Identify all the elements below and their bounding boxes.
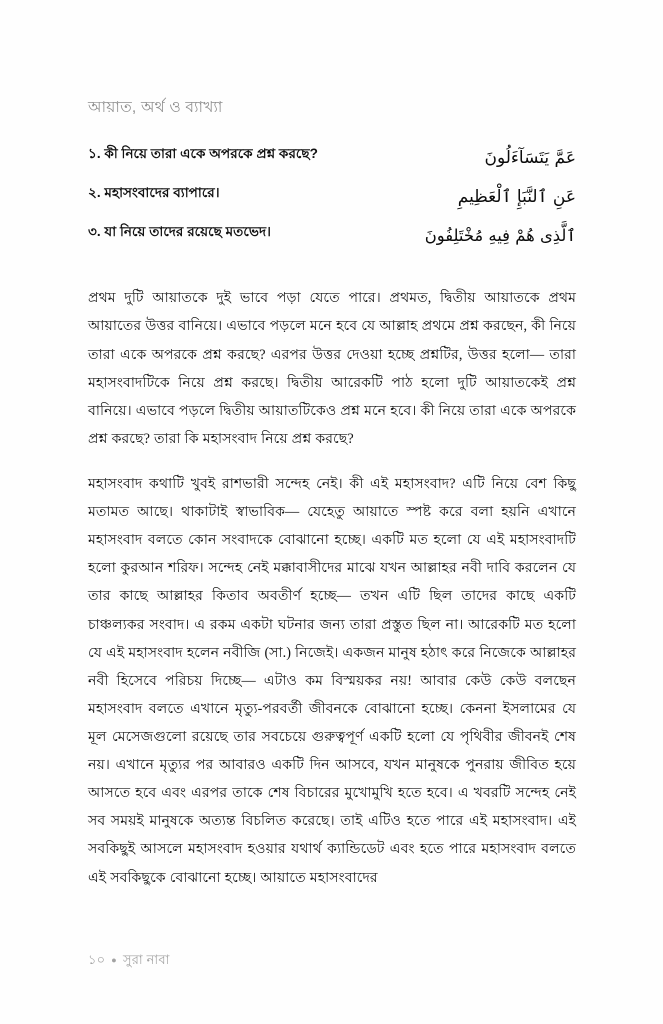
verse-row	[88, 183, 576, 213]
footer-separator-dot: ●	[111, 955, 117, 965]
body-paragraph-2: মহাসংবাদ কথাটি খুবই রাশভারী সন্দেহ নেই। কী এই মহাসংবাদ? এটি নিয়ে বেশ কিছু মতামত আছে। থাকাটাই স্বাভাবিক— যেহেতু আয়াতে স্পষ্ট করে বলা হয়নি এখানে মহাসংবাদ বলতে কোন সংবাদকে বোঝানো হচ্ছে। একটি মত হলো যে এই মহাসংবাদটি হলো কুরআন শরিফ। সন্দেহ নেই মক্কাবাসীদের মাঝে যখন আল্লাহর নবী দাবি করলেন যে তার কাছে আল্লাহর কিতাব অবতীর্ণ হচ্ছে— তখন এটি ছিল তাদের কাছে একটি চাঞ্চল্যকর সংবাদ। এ রকম একটা ঘটনার জন্য তারা প্রস্তুত ছিল না। আরেকটি মত হলো যে এই মহাসংবাদ হলেন নবীজি (সা.) নিজেই। একজন মানুষ হঠাৎ করে নিজেকে আল্লাহর নবী হিসেবে পরিচয় দিচ্ছে— এটাও কম বিস্ময়কর নয়! আবার কেউ কেউ বলছেন মহাসংবাদ বলতে এখানে মৃত্যু-পরবর্তী জীবনকে বোঝানো হচ্ছে। কেননা ইসলামের যে মূল মেসেজগুলো রয়েছে তার সবচেয়ে গুরুত্বপূর্ণ একটি হলো যে পৃথিবীর জীবনই শেষ নয়। এখানে মৃত্যুর পর আবারও একটি দিন আসবে, যখন মানুষকে পুনরায় জীবিত হয়ে আসতে হবে এবং এরপর তাকে শেষ বিচারের মুখোমুখি হতে হবে। এ খবরটি সন্দেহ নেই সব সময়ই মানুষকে অত্যন্ত বিচলিত করেছে। তাই এটিও হতে পারে এই মহাসংবাদ। এই সবকিছুই আসলে মহাসংবাদ হওয়ার যথার্থ ক্যান্ডিডেট এবং হতে পারে মহাসংবাদ বলতে এই সবকিছুকে বোঝানো হচ্ছে। আয়াতে মহাসংবাদের	[88, 476, 576, 886]
verse-bengali-3: ৩. যা নিয়ে তাদের রয়েছে মতভেদ।	[88, 223, 271, 239]
verse-row	[88, 222, 576, 251]
verse-bengali-2: ২. মহাসংবাদের ব্যাপারে।	[88, 184, 220, 200]
verse-arabic-3: ٱلَّذِى هُمْ فِيهِ مُخْتَلِفُونَ	[424, 225, 576, 245]
section-heading: আয়াত, অর্থ ও ব্যাখ্যা	[88, 99, 223, 116]
page-number: ১০	[88, 952, 106, 967]
verse-rows	[88, 144, 576, 250]
footer-chapter-title: সুরা নাবা	[122, 952, 170, 967]
verse-row	[88, 144, 576, 174]
page-content	[88, 98, 576, 892]
verse-bengali-1: ১. কী নিয়ে তারা একে অপরকে প্রশ্ন করছে?	[88, 146, 318, 162]
verse-block	[88, 144, 576, 250]
body-paragraph-1: প্রথম দুটি আয়াতকে দুই ভাবে পড়া যেতে পারে। প্রথমত, দ্বিতীয় আয়াতকে প্রথম আয়াতের উত্তর বানিয়ে। এভাবে পড়লে মনে হবে যে আল্লাহ প্রথমে প্রশ্ন করছেন, কী নিয়ে তারা একে অপরকে প্রশ্ন করছে? এরপর উত্তর দেওয়া হচ্ছে প্রশ্নটির, উত্তর হলো— তারা মহাসংবাদটিকে নিয়ে প্রশ্ন করছে। দ্বিতীয় আরেকটি পাঠ হলো দুটি আয়াতকেই প্রশ্ন বানিয়ে। এভাবে পড়লে দ্বিতীয় আয়াতটিকেও প্রশ্ন মনে হবে। কী নিয়ে তারা একে অপরকে প্রশ্ন করছে? তারা কি মহাসংবাদ নিয়ে প্রশ্ন করছে?	[88, 290, 576, 447]
verse-arabic-2: عَنِ ٱلنَّبَإِ ٱلْعَظِيمِ	[457, 186, 576, 207]
verse-arabic-1: عَمَّ يَتَسَآءَلُونَ	[484, 148, 576, 169]
page-footer	[88, 951, 170, 972]
